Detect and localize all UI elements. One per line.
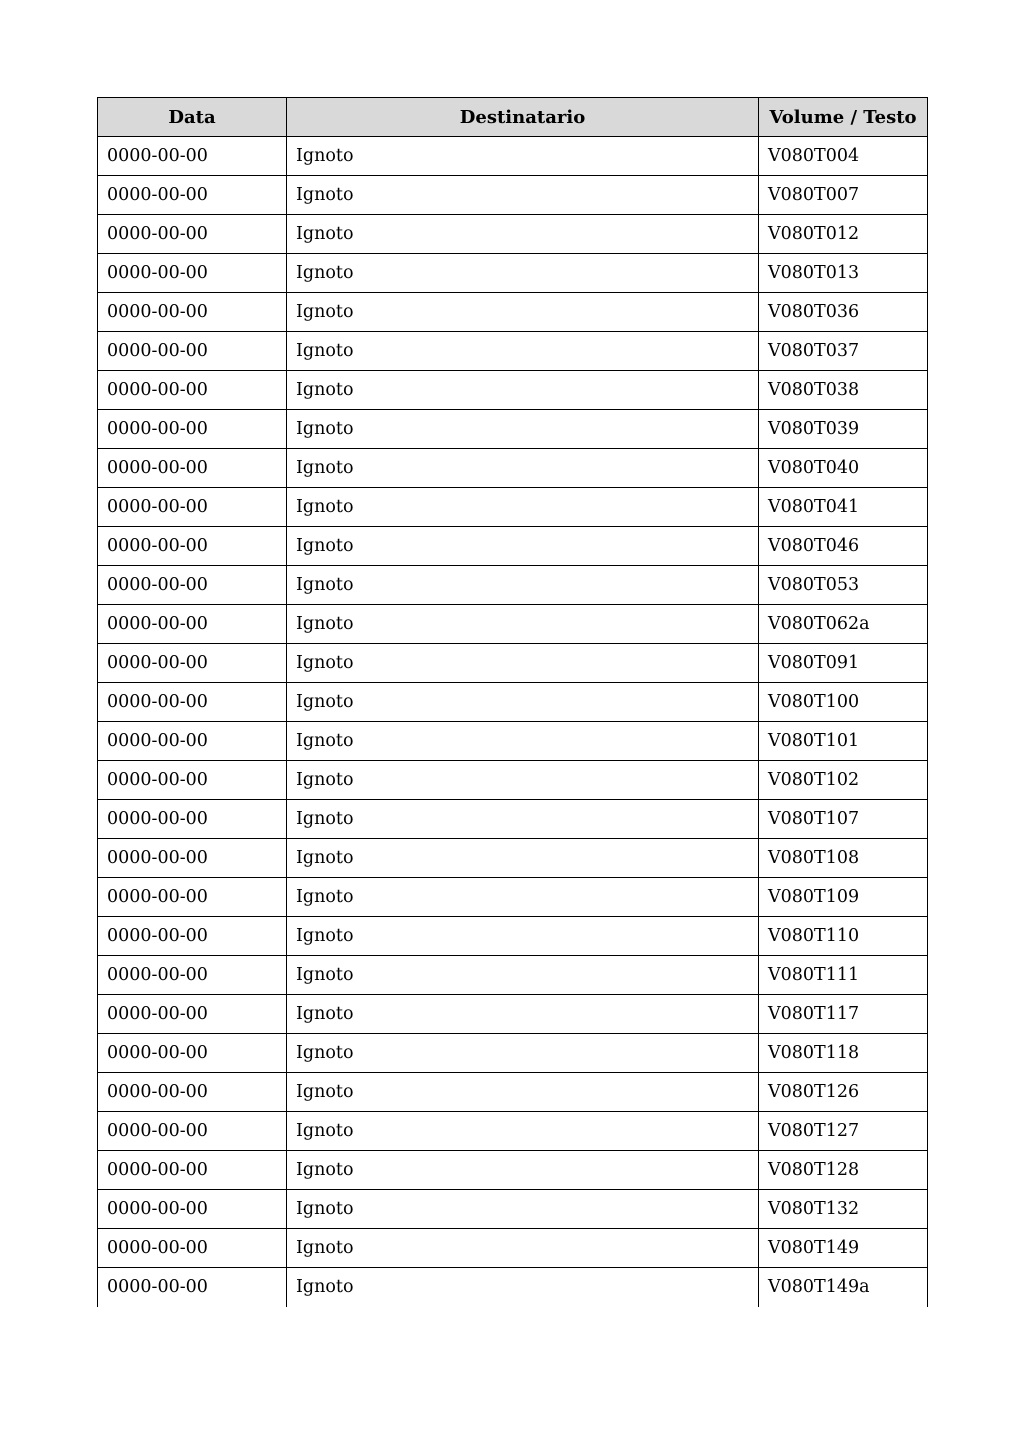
recipient-cell: Ignoto	[287, 371, 759, 410]
recipient-cell: Ignoto	[287, 488, 759, 527]
recipient-cell: Ignoto	[287, 1034, 759, 1073]
date-cell: 0000-00-00	[98, 1151, 287, 1190]
table-row	[98, 1073, 928, 1112]
volume-text-cell: V080T149	[759, 1229, 928, 1268]
volume-text-cell: V080T107	[759, 800, 928, 839]
recipient-cell: Ignoto	[287, 1268, 759, 1307]
table-row	[98, 683, 928, 722]
recipient-cell: Ignoto	[287, 839, 759, 878]
column-header-destinatario: Destinatario	[287, 98, 759, 137]
table-header	[98, 98, 928, 137]
date-cell: 0000-00-00	[98, 254, 287, 293]
date-cell: 0000-00-00	[98, 995, 287, 1034]
table-row	[98, 722, 928, 761]
table-row	[98, 1034, 928, 1073]
volume-text-cell: V080T046	[759, 527, 928, 566]
volume-text-cell: V080T007	[759, 176, 928, 215]
date-cell: 0000-00-00	[98, 293, 287, 332]
date-cell: 0000-00-00	[98, 176, 287, 215]
column-header-data: Data	[98, 98, 287, 137]
volume-text-cell: V080T110	[759, 917, 928, 956]
table-row	[98, 956, 928, 995]
table-row	[98, 527, 928, 566]
recipient-cell: Ignoto	[287, 527, 759, 566]
table-row	[98, 1112, 928, 1151]
table-row	[98, 1190, 928, 1229]
recipient-cell: Ignoto	[287, 1151, 759, 1190]
table-row	[98, 293, 928, 332]
table-row	[98, 410, 928, 449]
volume-text-cell: V080T036	[759, 293, 928, 332]
recipient-cell: Ignoto	[287, 917, 759, 956]
date-cell: 0000-00-00	[98, 332, 287, 371]
table-row	[98, 1151, 928, 1190]
date-cell: 0000-00-00	[98, 215, 287, 254]
volume-text-cell: V080T132	[759, 1190, 928, 1229]
volume-text-cell: V080T038	[759, 371, 928, 410]
volume-text-cell: V080T108	[759, 839, 928, 878]
volume-text-cell: V080T109	[759, 878, 928, 917]
table-row	[98, 449, 928, 488]
table-row	[98, 332, 928, 371]
table-row	[98, 605, 928, 644]
date-cell: 0000-00-00	[98, 1073, 287, 1112]
date-cell: 0000-00-00	[98, 1190, 287, 1229]
date-cell: 0000-00-00	[98, 839, 287, 878]
volume-text-cell: V080T062a	[759, 605, 928, 644]
table-row	[98, 254, 928, 293]
recipient-cell: Ignoto	[287, 683, 759, 722]
table-row	[98, 566, 928, 605]
volume-text-cell: V080T117	[759, 995, 928, 1034]
date-cell: 0000-00-00	[98, 956, 287, 995]
table-row	[98, 176, 928, 215]
volume-text-cell: V080T149a	[759, 1268, 928, 1307]
date-cell: 0000-00-00	[98, 644, 287, 683]
table-row	[98, 839, 928, 878]
table-row	[98, 1229, 928, 1268]
table-row	[98, 995, 928, 1034]
volume-text-cell: V080T004	[759, 137, 928, 176]
volume-text-cell: V080T101	[759, 722, 928, 761]
volume-text-cell: V080T040	[759, 449, 928, 488]
recipient-cell: Ignoto	[287, 215, 759, 254]
date-cell: 0000-00-00	[98, 566, 287, 605]
table-body	[98, 137, 928, 1307]
recipient-cell: Ignoto	[287, 761, 759, 800]
recipient-cell: Ignoto	[287, 449, 759, 488]
table-row	[98, 644, 928, 683]
volume-text-cell: V080T118	[759, 1034, 928, 1073]
recipient-cell: Ignoto	[287, 566, 759, 605]
table-row	[98, 371, 928, 410]
recipient-cell: Ignoto	[287, 1073, 759, 1112]
date-cell: 0000-00-00	[98, 1112, 287, 1151]
volume-text-cell: V080T111	[759, 956, 928, 995]
recipient-cell: Ignoto	[287, 293, 759, 332]
recipient-cell: Ignoto	[287, 176, 759, 215]
recipient-cell: Ignoto	[287, 137, 759, 176]
recipient-cell: Ignoto	[287, 254, 759, 293]
recipient-cell: Ignoto	[287, 332, 759, 371]
recipient-cell: Ignoto	[287, 995, 759, 1034]
recipient-cell: Ignoto	[287, 1229, 759, 1268]
date-cell: 0000-00-00	[98, 917, 287, 956]
table-row	[98, 800, 928, 839]
date-cell: 0000-00-00	[98, 488, 287, 527]
table-row	[98, 137, 928, 176]
volume-text-cell: V080T037	[759, 332, 928, 371]
volume-text-cell: V080T128	[759, 1151, 928, 1190]
recipient-cell: Ignoto	[287, 956, 759, 995]
volume-text-cell: V080T100	[759, 683, 928, 722]
volume-text-cell: V080T041	[759, 488, 928, 527]
table-row	[98, 878, 928, 917]
date-cell: 0000-00-00	[98, 722, 287, 761]
volume-text-cell: V080T126	[759, 1073, 928, 1112]
recipient-cell: Ignoto	[287, 1190, 759, 1229]
records-table	[97, 97, 928, 1307]
table-row	[98, 761, 928, 800]
recipient-cell: Ignoto	[287, 800, 759, 839]
table-row	[98, 488, 928, 527]
recipient-cell: Ignoto	[287, 878, 759, 917]
table-row	[98, 215, 928, 254]
date-cell: 0000-00-00	[98, 605, 287, 644]
header-row	[98, 98, 928, 137]
date-cell: 0000-00-00	[98, 449, 287, 488]
recipient-cell: Ignoto	[287, 644, 759, 683]
date-cell: 0000-00-00	[98, 761, 287, 800]
date-cell: 0000-00-00	[98, 878, 287, 917]
date-cell: 0000-00-00	[98, 1268, 287, 1307]
date-cell: 0000-00-00	[98, 800, 287, 839]
recipient-cell: Ignoto	[287, 605, 759, 644]
recipient-cell: Ignoto	[287, 722, 759, 761]
date-cell: 0000-00-00	[98, 527, 287, 566]
recipient-cell: Ignoto	[287, 1112, 759, 1151]
date-cell: 0000-00-00	[98, 410, 287, 449]
date-cell: 0000-00-00	[98, 137, 287, 176]
volume-text-cell: V080T013	[759, 254, 928, 293]
table-row	[98, 917, 928, 956]
recipient-cell: Ignoto	[287, 410, 759, 449]
volume-text-cell: V080T127	[759, 1112, 928, 1151]
volume-text-cell: V080T053	[759, 566, 928, 605]
column-header-volume-testo: Volume / Testo	[759, 98, 928, 137]
date-cell: 0000-00-00	[98, 1034, 287, 1073]
table-row	[98, 1268, 928, 1307]
volume-text-cell: V080T102	[759, 761, 928, 800]
date-cell: 0000-00-00	[98, 683, 287, 722]
volume-text-cell: V080T012	[759, 215, 928, 254]
volume-text-cell: V080T039	[759, 410, 928, 449]
date-cell: 0000-00-00	[98, 371, 287, 410]
date-cell: 0000-00-00	[98, 1229, 287, 1268]
volume-text-cell: V080T091	[759, 644, 928, 683]
